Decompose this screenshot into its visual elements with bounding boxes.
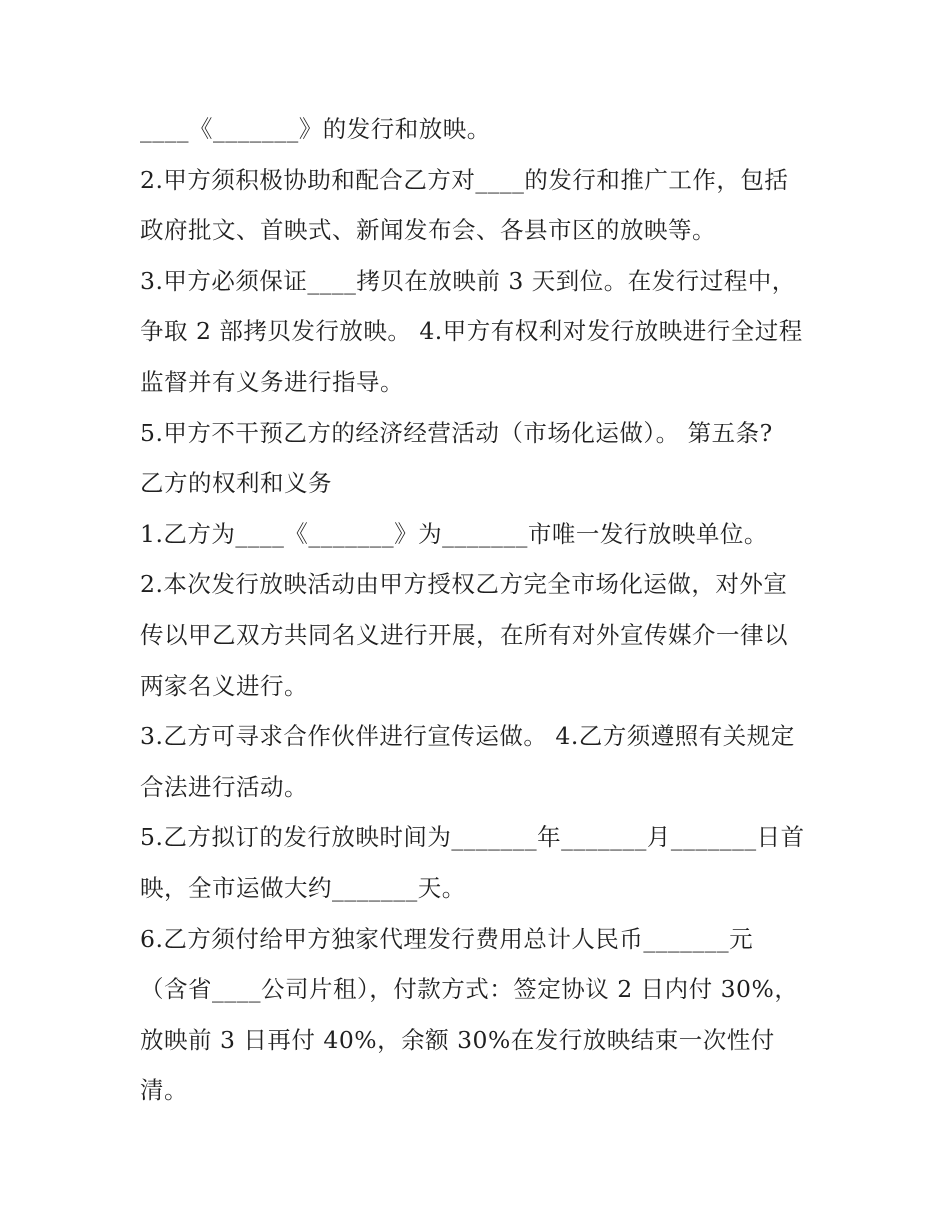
text-line: 政府批文、首映式、新闻发布会、各县市区的放映等。 <box>140 216 716 245</box>
text-line: 1.乙方为____《_______》为_______市唯一发行放映单位。 <box>140 519 768 548</box>
section-heading: 乙方的权利和义务 <box>140 469 332 498</box>
text-line: 5.乙方拟订的发行放映时间为_______年_______月_______日首 <box>140 823 805 852</box>
text-line: （含省____公司片租），付款方式：签定协议 2 日内付 30%， <box>140 975 799 1004</box>
text-line: 5.甲方不干预乙方的经济经营活动（市场化运做）。 第五条? <box>140 418 773 447</box>
text-line: 清。 <box>140 1076 188 1105</box>
text-line: 传以甲乙双方共同名义进行开展，在所有对外宣传媒介一律以 <box>140 620 788 649</box>
text-line: 6.乙方须付给甲方独家代理发行费用总计人民币_______元 <box>140 924 754 953</box>
text-line: 映，全市运做大约_______天。 <box>140 873 466 902</box>
text-line: 2.本次发行放映活动由甲方授权乙方完全市场化运做，对外宣 <box>140 570 788 599</box>
text-line: 2.甲方须积极协助和配合乙方对____的发行和推广工作，包括 <box>140 165 789 194</box>
text-line: 合法进行活动。 <box>140 772 308 801</box>
text-line: ____《_______》的发行和放映。 <box>140 115 491 143</box>
text-line: 监督并有义务进行指导。 <box>140 367 404 396</box>
text-line: 争取 2 部拷贝发行放映。 4.甲方有权利对发行放映进行全过程 <box>140 317 803 346</box>
document-body <box>140 104 830 1116</box>
text-line: 3.乙方可寻求合作伙伴进行宣传运做。 4.乙方须遵照有关规定 <box>140 722 795 751</box>
text-line: 两家名义进行。 <box>140 671 308 700</box>
text-line: 放映前 3 日再付 40%，余额 30%在发行放映结束一次性付 <box>140 1025 775 1054</box>
text-line: 3.甲方必须保证____拷贝在放映前 3 天到位。在发行过程中， <box>140 266 796 295</box>
